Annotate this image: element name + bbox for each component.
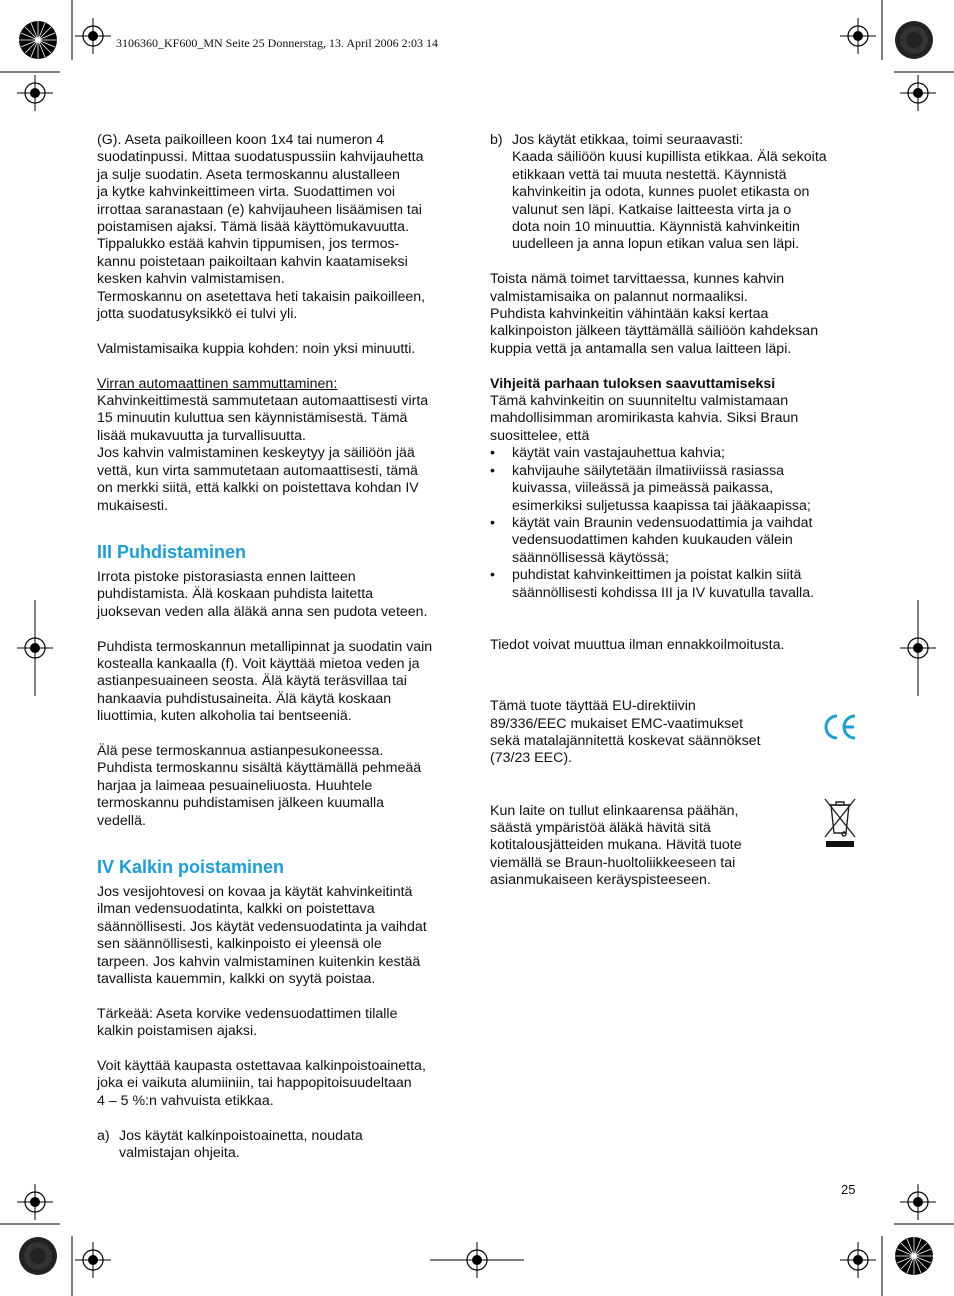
paragraph: (G). Aseta paikoilleen koon 1x4 tai numeron 4 suodatinpussi. Mittaa suodatuspussiin kahvijauhetta ja sulje suodatin. Aseta termoskannu alustalleen ja kytke kahvinkeittimeen virta. Suodattimen voi irrottaa saranastaan (e) kahvijauheen lisäämisen tai poistamisen ajaksi. Tämä lisää käyttömukavuutta. Tippalukko estää kahvin tippumisen, jos termos- kannu poistetaan paikoiltaan kahvin kaatamiseksi kesken kahvin valmistamisen. Termoskannu on asetettava heti takaisin paikoilleen, jotta suodatusyksikkö ei tulvi yli. [97,132,426,323]
change-notice: Tiedot voivat muuttua ilman ennakkoilmoitusta. [490,636,785,653]
starburst-target-icon [895,21,933,59]
registration-mark-icon [75,18,111,54]
paragraph: Toista nämä toimet tarvittaessa, kunnes kahvin valmistamisaika on palannut normaaliksi. Puhdista kahvinkeitin vähintään kaksi kertaa kalkinpoiston jälkeen täyttämällä säiliöön kahdeksan kuppia vettä ja antamalla sen valua laitteen läpi. [490,271,819,357]
bullet-item: • puhdistat kahvinkeittimen ja poistat kalkin siitä säännöllisesti kohdissa III ja IV kuvatulla tavalla. [490,567,815,601]
right-column [490,132,858,890]
auto-off-heading: Virran automaattinen sammuttaminen: [97,375,338,392]
list-item: a) Jos käytät kalkinpoistoainetta, noudata valmistajan ohjeita. [97,1127,363,1162]
section-heading-cleaning: III Puhdistaminen [97,541,247,562]
tips-section: Vihjeitä parhaan tuloksen saavuttamiseksi Tämä kahvinkeitin on suunniteltu valmistamaan mahdollisimman aromirikasta kahvia. Siksi Braun suosittelee, että • käytät vain vastajauhettua kahvia; • kahvijauhe säilytetään ilmatiiviissä rasiassa kuivassa, viileässä ja pimeässä paikassa, esimerkiksi suljetussa kaapissa tai jääkaapissa; • käytät vain Braunin vedensuodattimia ja vaihdat vedensuodattimen kahden kuukauden välein säännöllisessä käytössä; • puhdistat kahvinkeittimen ja poistat kalkin siitä säännöllisesti kohdissa III ja IV kuvatulla tavalla. [490,376,858,602]
paragraph: Voit käyttää kaupasta ostettavaa kalkinpoistoainetta, joka ei vaikuta alumiiniin, tai happopitoisuudeltaan 4 – 5 %:n vahvuista etikkaa. [97,1058,426,1109]
paragraph: Irrota pistoke pistorasiasta ennen laitteen puhdistamista. Älä koskaan puhdista laitetta juoksevan veden alla äläkä anna sen pudota veteen. [97,568,428,620]
registration-mark-icon [840,18,876,54]
paragraph: Jos vesijohtovesi on kovaa ja käytät kahvinkeitintä ilman vedensuodatinta, kalkki on poistettava säännöllisesti. Jos käytät vedensuodatinta ja vaihdat sen säännöllisesti, kalkinpoisto ei yleensä ole tarpeen. Jos kahvin valmistaminen kuitenkin kestää tavallista kauemmin, kalkki on syytä poistaa. [97,883,427,987]
paragraph: Tärkeää: Aseta korvike vedensuodattimen tilalle kalkin poistamisen ajaksi. [97,1005,398,1040]
print-header: 3106360_KF600_MN Seite 25 Donnerstag, 13. April 2006 2:03 14 [116,36,438,50]
list-item: b) Jos käytät etikkaa, toimi seuraavasti: Kaada säiliöön kuusi kupillista etikkaa. Älä sekoita etikkaan vettä tai muuta nestettä. Käynnistä kahvinkeitin ja odota, kunnes puolet etikasta on valunut sen läpi. Katkaise laitteesta virta ja o dota noin 10 minuuttia. Käynnistä kahvinkeitin uudelleen ja anna lopun etikan valua sen läpi. [490,132,827,253]
registration-mark-icon [840,1242,876,1278]
starburst-target-icon [19,1237,57,1275]
page-number: 25 [841,1182,856,1197]
registration-mark-icon [75,1242,111,1278]
left-column [97,132,465,1162]
paragraph: Puhdista termoskannun metallipinnat ja suodatin vain kostealla kankaalla (f). Voit käyttää mietoa veden ja astianpesuaineen seosta. Älä käytä teräsvillaa tai hankaavia puhdistusaineita. Älä käytä koskaan liuottimia, kuten alkoholia tai bentseeniä. [97,638,433,725]
bullet-item: • käytät vain Braunin vedensuodattimia ja vaihdat vedensuodattimen kahden kuukauden välein säännöllisessä käytössä; [490,514,813,566]
paragraph: Älä pese termoskannua astianpesukoneessa. Puhdista termoskannu sisältä käyttämällä pehmeää harjaa ja laimeaa pesuaineliuosta. Huuhtele termoskannu puhdistamisen jälkeen kuumalla vedellä. [97,742,422,829]
ce-compliance: Tämä tuote täyttää EU-direktiivin 89/336/EEC mukaiset EMC-vaatimukset sekä matalajännitettä koskevat säännökset (73/23 EEC). [490,698,858,768]
section-heading-descaling: IV Kalkin poistaminen [97,856,285,877]
registration-mark-icon [17,1184,53,1220]
crossed-bin-icon [822,797,858,849]
registration-mark-icon [900,1184,936,1220]
bullet-item: • kahvijauhe säilytetään ilmatiiviissä rasiassa kuivassa, viileässä ja pimeässä paikassa, esimerkiksi suljetussa kaapissa tai jääkaapissa; [490,462,811,514]
starburst-target-icon [895,1237,933,1275]
bullet-item: • käytät vain vastajauhettua kahvia; [490,445,725,462]
ce-mark-icon [822,712,858,742]
registration-mark-icon [900,75,936,111]
registration-mark-icon [17,75,53,111]
disposal-notice: Kun laite on tullut elinkaarensa päähän, säästä ympäristöä äläkä hävitä sitä kotitalousjätteiden mukana. Hävitä tuote viemällä se Braun-huoltoliikkeeseen tai asianmukaiseen keräyspisteeseen. [490,803,858,890]
paragraph: Virran automaattinen sammuttaminen: Kahvinkeittimestä sammutetaan automaattisesti virta 15 minuutin kuluttua sen käynnistämisestä. Tämä lisää mukavuutta ja turvallisuutta. Jos kahvin valmistaminen keskeytyy ja säiliöön jää vettä, kun virta sammutetaan automaattisesti, tämä on merkki siitä, että kalkki on poistettava kohdan IV mukaisesti. [97,376,465,515]
starburst-target-icon [19,21,57,59]
brewing-time: Valmistamisaika kuppia kohden: noin yksi minuutti. [97,340,416,357]
tips-heading: Vihjeitä parhaan tuloksen saavuttamiseksi [490,375,776,392]
